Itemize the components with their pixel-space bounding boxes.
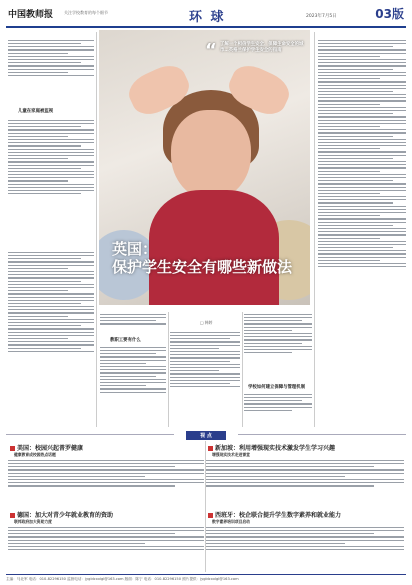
column-rule [242,312,243,427]
news-sub-us: 健康教育成校园热点话题 [14,452,56,457]
left-column-text-mid [8,118,94,246]
right-column-text [318,38,406,426]
pull-quote: 了解一个相信学生安全、保障生命安全的城市…英格兰保护学生安全的指南 [220,42,304,54]
news-text-es [206,525,404,572]
column-rule [314,32,315,427]
page-number: 03版 [375,7,404,21]
viewpoint-box-header [6,431,406,438]
news-sub-de: 联邦政府加大资助力度 [14,519,52,524]
news-text-sg [206,458,404,508]
subhead-3: 学校如何建立保障与管理机制 [248,385,306,390]
headline-line-2: 保护学生安全有哪些新做法 [112,258,293,276]
box-title: 视 点 [186,431,226,440]
news-bullet-icon [10,513,15,518]
headline-line-1: 英国： [112,240,158,258]
news-text-us [8,458,204,508]
news-bullet-icon [10,446,15,451]
col-text-e [244,392,312,427]
masthead [6,4,406,28]
article-headline [112,240,292,276]
article-byline: □ 韩婷 [200,320,213,325]
news-title-es: 西班牙：校企联合提升学生数字素养和就业能力 [208,510,341,519]
news-bullet-icon [208,513,213,518]
news-sub-sg: 增强现实技术走进课堂 [212,452,250,457]
col-text-c [170,330,240,427]
left-column-text-top [8,38,94,102]
column-rule [96,32,97,427]
col-text-a [100,312,166,336]
subhead-2: 教职工要有什么 [110,338,141,343]
news-title-sg: 新加坡：利用增强现实技术激发学生学习兴趣 [208,443,335,452]
subhead-1: 儿童在家庭被监视 [18,109,54,114]
section-title: 环 球 [189,10,226,25]
masthead-slogan: 关注学校教育的每个细节 [64,10,108,15]
news-text-de [8,525,204,572]
news-title-us: 美国：校园兴起普罗健康 [10,443,83,452]
news-sub-es: 数字素养培训项目启动 [212,519,250,524]
quote-mark-icon: “ [205,40,217,61]
newspaper-logo: 中国教师报 [8,10,54,20]
header-rule-left [6,434,174,435]
left-column-text-bottom [8,250,94,425]
header-rule-right [238,434,406,435]
column-rule [168,312,169,427]
column-rule [205,441,206,572]
news-title-de: 德国：加大对青少年就业教育的资助 [10,510,113,519]
col-text-b [100,345,166,427]
col-text-d [244,312,312,382]
child-face [171,110,251,200]
page-footer: 主编：马北军 电话：010-82296150 监督电话：jygldcxxlgl@163.com 版面：陈宁 电话：010-82296150 照片提供：jygldcxxlgl@163.com [6,574,406,582]
issue-date: 2023年7月5日 [306,14,337,19]
news-bullet-icon [208,446,213,451]
